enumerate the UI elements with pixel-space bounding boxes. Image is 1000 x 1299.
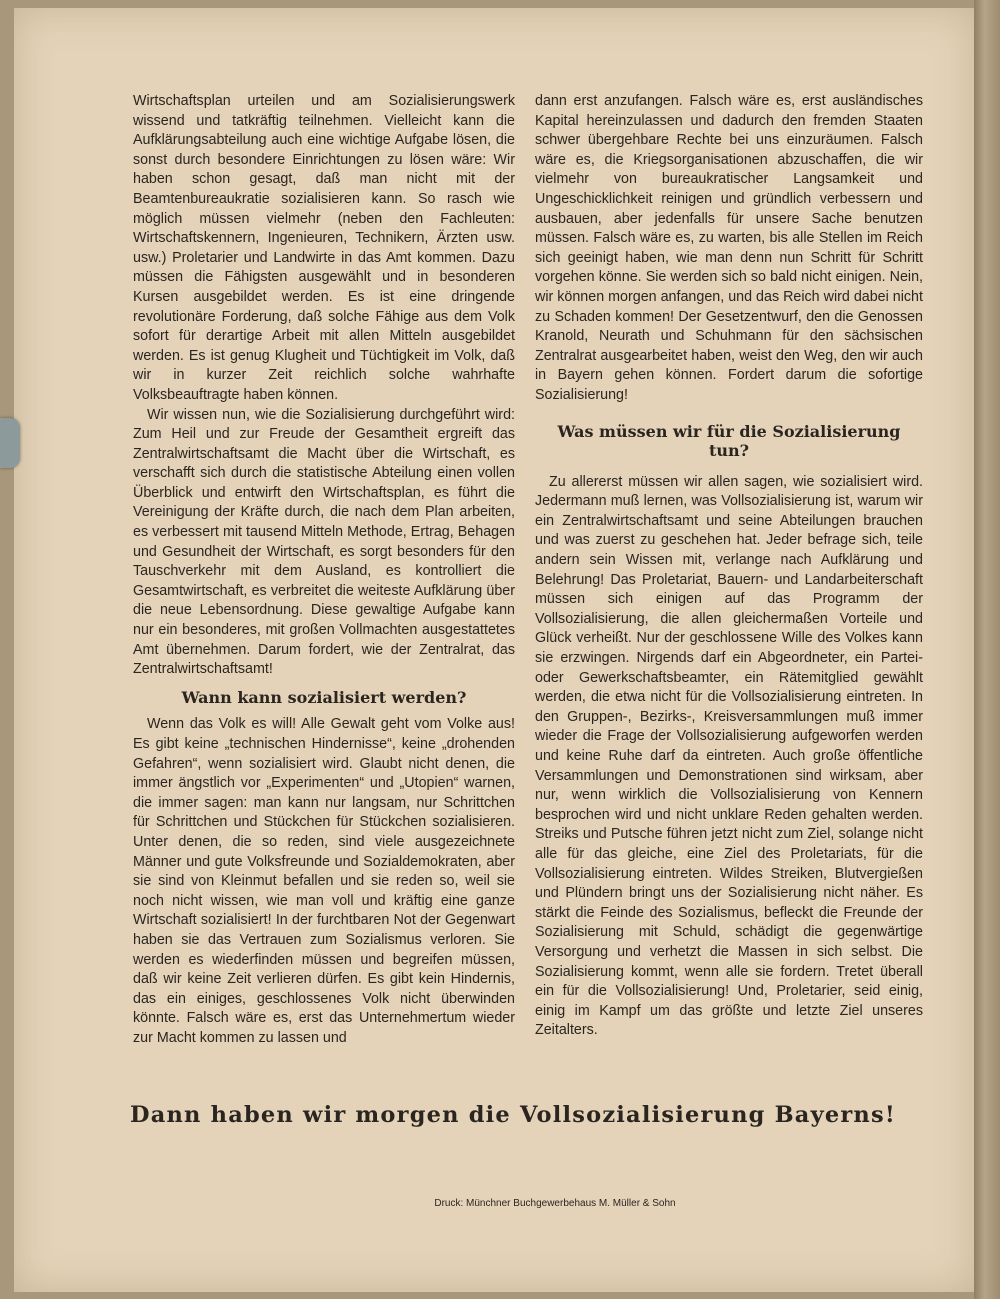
right-paragraph-1: dann erst anzufangen. Falsch wäre es, erst ausländisches Kapital hereinzulassen und dadurch den fremden Staaten schwer übergehbare Rechte bei uns einzuräumen. Falsch wäre es, die Kriegsorganisationen abzuschaffen, die wir vielmehr von bureaukratischer Langsamkeit und Ungeschicklichkeit reinigen und gründlich verbessern und ausbauen, aber jedenfalls für unsere Sache benutzen müssen. Falsch wäre es, zu warten, bis alle Stellen im Reich sich geeinigt haben, wie man denn nun Schritt für Schritt vorgehen könne. Sie werden sich so bald nicht einigen. Nein, wir können morgen anfangen, und das Reich wird dabei nicht zu Schaden kommen! Der Gesetzentwurf, den die Genossen Kranold, Neurath und Schuhmann für den sächsischen Zentralrat ausgearbeitet haben, weist den Weg, den wir auch in Bayern gehen können. Fordert darum die sofortige Sozialisierung! xyxy=(535,93,923,403)
binder-clip xyxy=(0,418,20,468)
printer-imprint: Druck: Münchner Buchgewerbehaus M. Müller & Sohn xyxy=(434,1198,676,1209)
left-column xyxy=(133,92,515,1049)
section-heading-what: Was müssen wir für die Sozialisierung tun? xyxy=(557,421,901,461)
section-heading-when: Wann kann sozialisiert werden? xyxy=(181,687,467,707)
left-paragraph-1: Wirtschaftsplan urteilen und am Sozialisierungswerk wissend und tatkräftig teilnehmen. Vielleicht kann die Aufklärungsabteilung auch eine wichtige Aufgabe lösen, die sonst durch besondere Einrichtungen zu lösen wäre: Wir haben schon gesagt, daß man nicht mit der Beamtenbureaukratie sozialisieren kann. So rasch wie möglich müssen vielmehr (neben den Fachleuten: Wirtschaftskennern, Ingenieuren, Technikern, Ärzten usw. usw.) Proletarier und Landwirte in das Amt kommen. Dazu müssen die Fähigsten ausgewählt und in besonderen Kursen ausgebildet werden. Es ist eine dringende revolutionäre Forderung, daß solche Fähige aus dem Volk sofort für derartige Arbeit mit allen Mitteln ausgebildet werden. Es ist genug Klugheit und Tüchtigkeit im Volk, daß wir in kurzer Zeit reichlich solche wahrhafte Volksbeauftragte haben können. xyxy=(133,93,515,403)
right-paragraph-2: Zu allererst müssen wir allen sagen, wie sozialisiert wird. Jedermann muß lernen, was Vollsozialisierung ist, warum wir ein Zentralwirtschaftsamt und seine Abteilungen brauchen und was zuerst zu geschehen hat. Jeder befrage sich, teile andern sein Wissen mit, verlange nach Aufklärung und Belehrung! Das Proletariat, Bauern- und Landarbeiterschaft müssen sich einigen auf das Programm der Vollsozialisierung, die allen gleichermaßen Vorteile und Glück verheißt. Nur der geschlossene Wille des Volkes kann sie erzwingen. Nirgends darf ein Abgeordneter, ein Partei- oder Gewerkschaftsbeamter, ein Rätemitglied gewählt werden, die etwa nicht für die Vollsozialisierung eintreten. In den Gruppen-, Bezirks-, Kreisversammlungen muß immer wieder die Frage der Vollsozialisierung aufgeworfen werden und keine Ruhe darf da eintreten. Auch große öffentliche Versammlungen und Demonstrationen sind wirksam, aber nur, wenn wirklich die Vollsozialisierung von Kennern besprochen wird und nicht unklare Reden gehalten werden. Streiks und Putsche führen jetzt nicht zum Ziel, solange nicht alle für das gleiche, eine Ziel des Proletariats, für die Vollsozialisierung eintreten. Wildes Streiken, Blutvergießen und Plündern bringt uns der Sozialisierung nicht näher. Es stärkt die Feinde des Sozialismus, befleckt die Freunde der Sozialisierung mit Schuld, schädigt die gegenwärtige Versorgung und verhetzt die Massen in sich selbst. Die Sozialisierung kommt, wenn alle sie fordern. Tretet überall ein für die Vollsozialisierung! Und, Proletarier, seid einig, einig im Kampf um das größte und letzte Ziel unseres Zeitalters. xyxy=(535,473,923,1039)
left-paragraph-2: Wir wissen nun, wie die Sozialisierung durchgeführt wird: Zum Heil und zur Freude der Gesamtheit ergreift das Zentralwirtschaftsamt die Macht über die Wirtschaft, es verschafft sich durch die statistische Abteilung einen vollen Überblick und entwirft den Wirtschaftsplan, es führt die Vereinigung der Kräfte durch, die nach dem Plan arbeiten, es verbessert mit tausend Mitteln Methode, Ertrag, Behagen und Gesundheit der Wirtschaft, es sorgt besonders für den Tauschverkehr mit dem Ausland, es kontrolliert die Gesamtwirtschaft, es verbreitet die weiteste Aufklärung über die neue Lebensordnung. Diese gewaltige Aufgabe kann nur ein besonderes, mit großen Vollmachten ausgestattetes Amt übernehmen. Darum fordert, wie der Zentralrat, das Zentralwirtschaftsamt! xyxy=(133,406,515,678)
right-column xyxy=(535,92,923,1041)
left-paragraph-3: Wenn das Volk es will! Alle Gewalt geht vom Volke aus! Es gibt keine „technischen Hindernisse“, keine „drohenden Gefahren“, wenn sozialisiert wird. Glaubt nicht denen, die immer ängstlich vor „Experimenten“ und „Utopien“ warnen, die immer sagen: man kann nur langsam, nur Schrittchen für Schrittchen und Stückchen für Stückchen sozialisieren. Unter denen, die so reden, sind viele ausgezeichnete Männer und gute Volksfreunde und Sozialdemokraten, aber sie sind von Kleinmut befallen und sie reden so, weil sie noch nicht wissen, wie man voll und kräftig eine ganze Wirtschaft sozialisiert! In der furchtbaren Not der Gegenwart haben sie das Vertrauen zum Sozialismus verloren. Sie werden es wiederfinden müssen und begreifen müssen, daß wir keine Zeit verlieren dürfen. Es gibt kein Hindernis, das ein einiges, geschlossenes Volk nicht überwinden könnte. Falsch wäre es, erst das Unternehmertum wieder zur Macht kommen zu lassen und xyxy=(133,716,515,1046)
closing-slogan: Dann haben wir morgen die Vollsozialisierung Bayerns! xyxy=(130,1102,896,1128)
page-edge xyxy=(974,0,1000,1299)
